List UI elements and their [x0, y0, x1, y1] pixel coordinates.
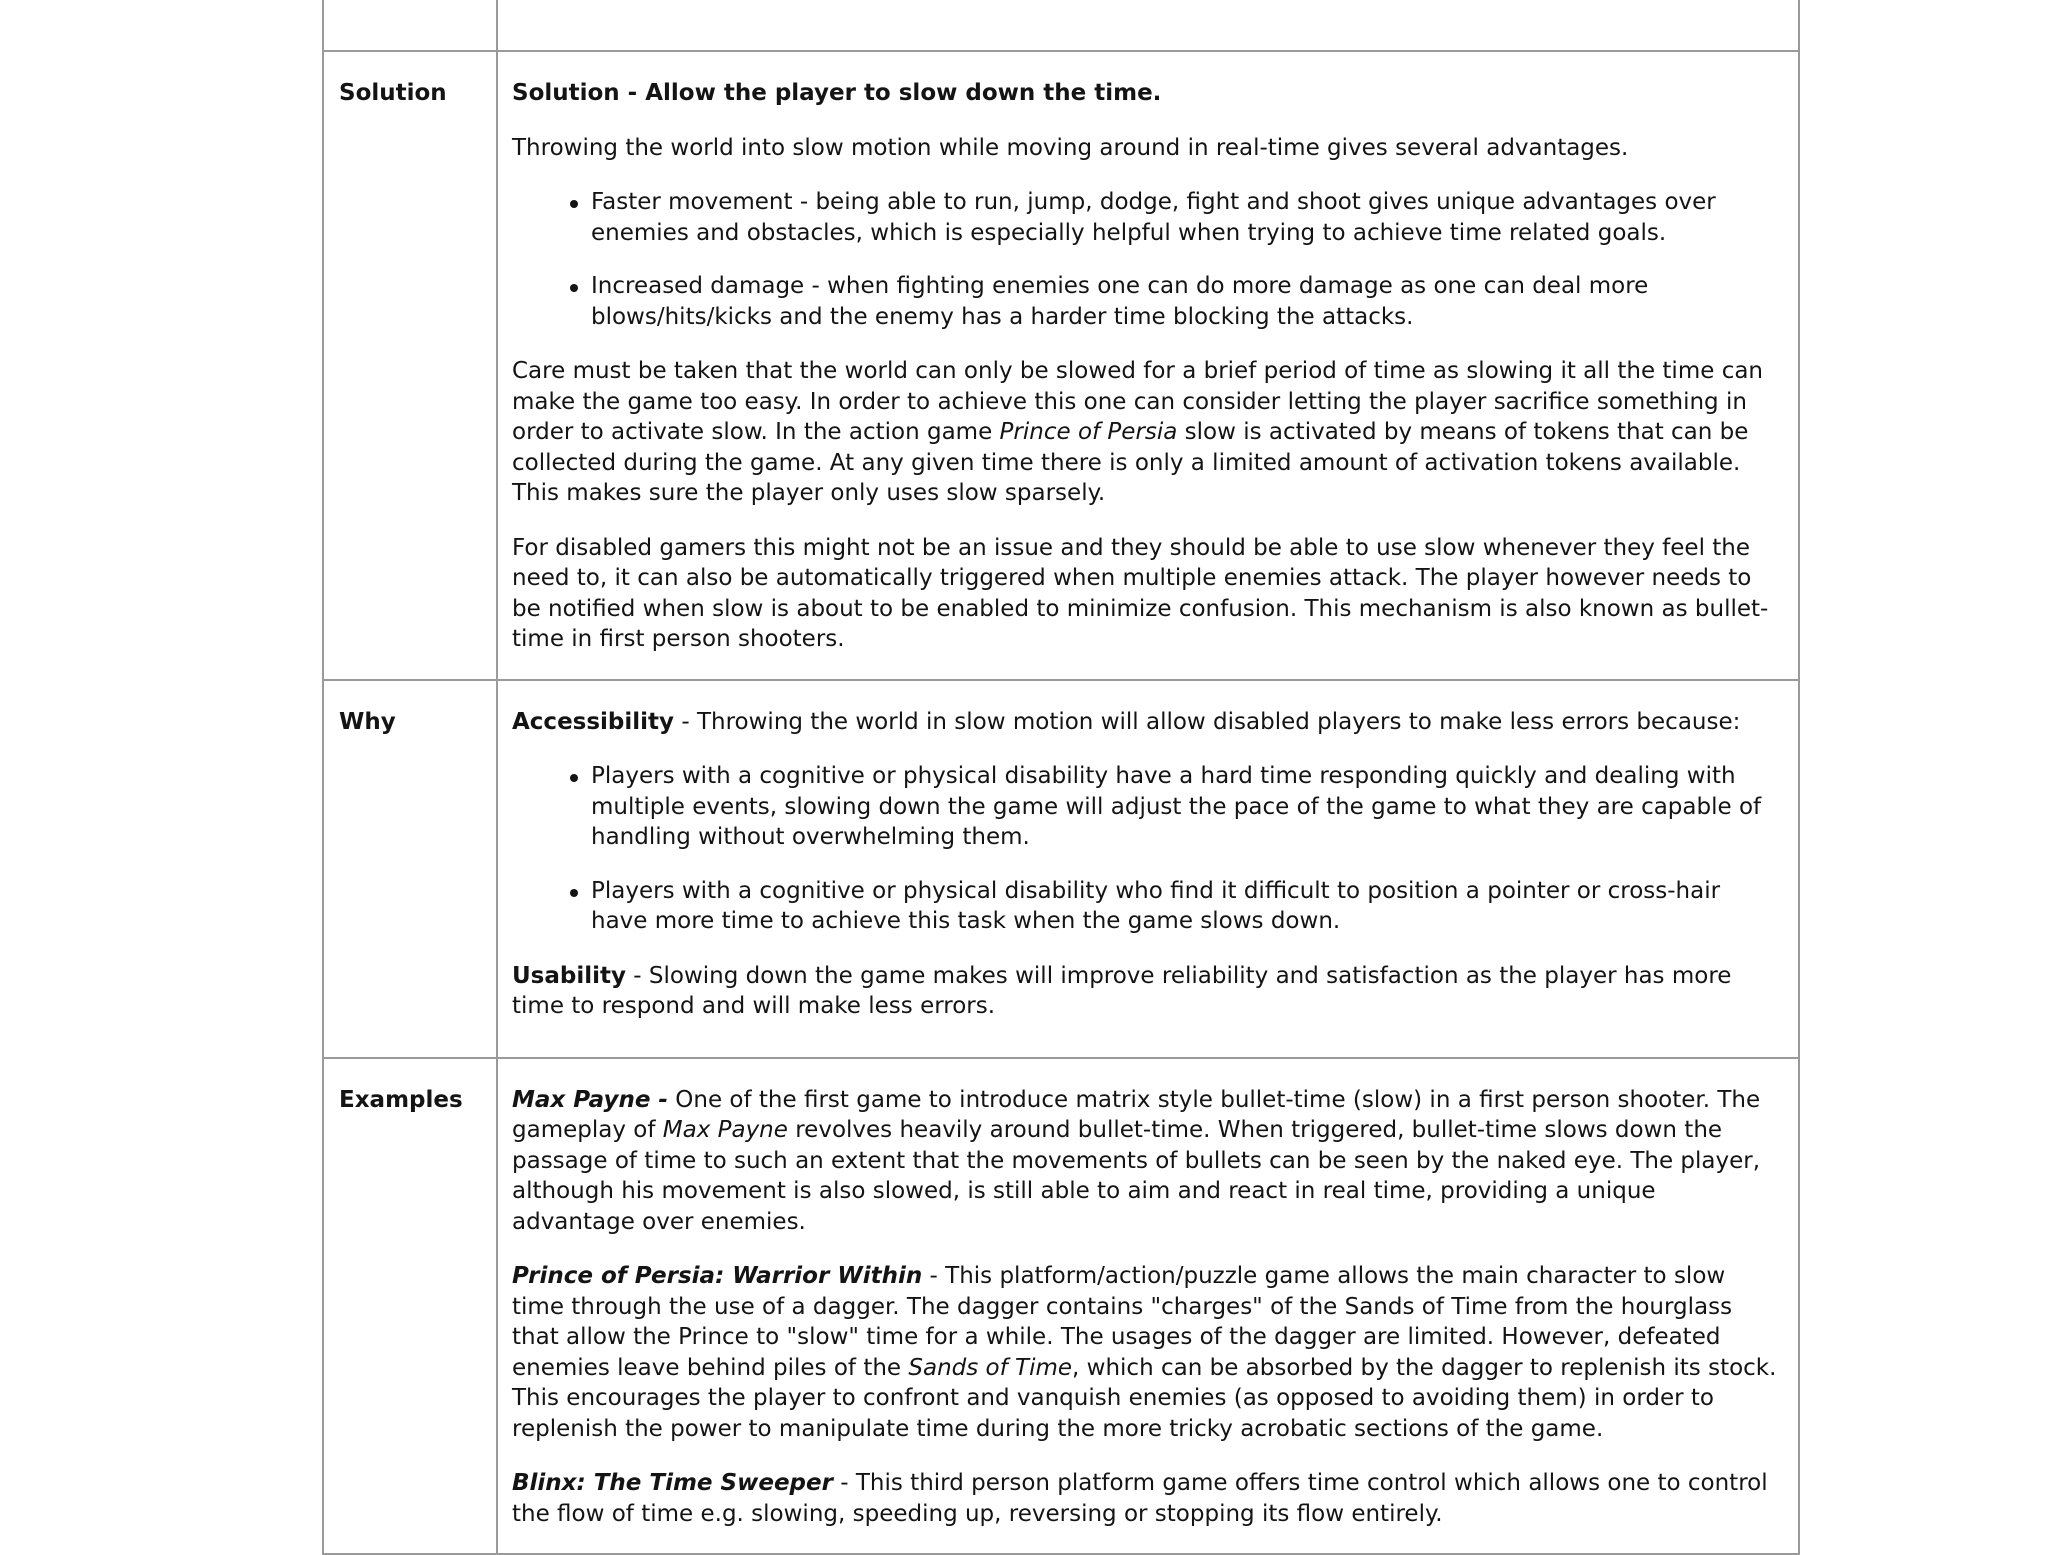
solution-label: Solution: [323, 51, 497, 680]
list-item: Increased damage - when fighting enemies one can do more damage as one can deal more blows/hits/kicks and the enemy has a harder time blocking the attacks.: [591, 271, 1782, 332]
example-text: One of the first game to introduce matrix style bullet-time (slow) in a first person shooter. The gameplay of: [512, 1086, 1761, 1143]
list-item: Players with a cognitive or physical disability who find it difficult to position a pointer or cross-hair have more time to achieve this task when the game slows down.: [591, 876, 1782, 937]
solution-disabled-paragraph: For disabled gamers this might not be an issue and they should be able to use slow whenever they feel the need to, it can also be automatically triggered when multiple enemies attack. The player however needs to be notified when slow is about to be enabled to minimize confusion. This mechanism is also known as bullet-time in first person shooters.: [512, 534, 1769, 652]
example-blinx: [512, 1468, 1782, 1529]
accessibility-term: Accessibility: [512, 708, 675, 735]
solution-intro: Throwing the world into slow motion while moving around in real-time gives several advantages.: [512, 134, 1629, 161]
example-text: , which can be absorbed by the dagger to replenish its stock. This encourages the player to confront and vanquish enemies (as opposed to avoiding them) in order to replenish the power to manipulate time during the more tricky acrobatic sections of the game.: [512, 1354, 1777, 1442]
solution-heading: Solution - Allow the player to slow down the time.: [512, 80, 1162, 106]
example-text: - This third person platform game offers time control which allows one to control the flow of time e.g. slowing, speeding up, reversing or stopping its flow entirely.: [512, 1470, 1768, 1527]
usability-paragraph: [512, 961, 1782, 1022]
example-text: - This platform/action/puzzle game allows the main character to slow time through the use of a dagger. The dagger contains "charges" of the Sands of Time from the hourglass that allow the Prince to "slow" time for a while. The usages of the dagger are limited. However, defeated enemies leave behind piles of the: [512, 1263, 1733, 1381]
solution-row: [323, 51, 1799, 680]
example-title: Max Payne -: [512, 1086, 668, 1113]
example-prince-of-persia: [512, 1261, 1782, 1444]
examples-content: [497, 1058, 1799, 1555]
example-italic-title: Sands of Time: [908, 1354, 1073, 1381]
solution-bullet-list: [512, 187, 1782, 332]
example-text: revolves heavily around bullet-time. When triggered, bullet-time slows down the passage of time to such an extent that the movements of bullets can be seen by the naked eye. The player, although his movement is also slowed, is still able to aim and react in real time, providing a unique advantage over enemies.: [512, 1117, 1761, 1235]
example-title: Prince of Persia: Warrior Within: [512, 1263, 923, 1289]
accessibility-text: - Throwing the world in slow motion will allow disabled players to make less errors because:: [674, 708, 1741, 735]
why-label: Why: [323, 680, 497, 1058]
usability-text: - Slowing down the game makes will improve reliability and satisfaction as the player has more time to respond and will make less errors.: [512, 962, 1732, 1019]
accessibility-paragraph: [512, 707, 1782, 738]
list-item: Faster movement - being able to run, jump, dodge, fight and shoot gives unique advantages over enemies and obstacles, which is especially helpful when trying to achieve time related goals.: [591, 187, 1782, 248]
table-top-right-edge: [1798, 0, 1800, 50]
care-text-after: slow is activated by means of tokens that can be collected during the game. At any given time there is only a limited amount of activation tokens available. This makes sure the player only uses slow sparsely.: [512, 419, 1749, 506]
example-title: Blinx: The Time Sweeper: [512, 1470, 833, 1496]
why-bullet-list: [512, 761, 1782, 937]
pattern-table: [322, 50, 1800, 1555]
usability-term: Usability: [512, 962, 626, 989]
care-text-before: Care must be taken that the world can only be slowed for a brief period of time as slowing it all the time can make the game too easy. In order to achieve this one can consider letting the player sacrifice something in order to activate slow. In the action game: [512, 358, 1764, 445]
solution-care-paragraph: [512, 356, 1782, 509]
table-top-left-edge: [322, 0, 324, 50]
why-content: [497, 680, 1799, 1058]
list-item: Players with a cognitive or physical disability have a hard time responding quickly and dealing with multiple events, slowing down the game will adjust the pace of the game to what they are capable of handling without overwhelming them.: [591, 761, 1782, 853]
example-italic-title: Max Payne: [662, 1117, 788, 1143]
table-top-divider-edge: [496, 0, 498, 50]
example-max-payne: [512, 1085, 1782, 1238]
examples-row: [323, 1058, 1799, 1555]
examples-label: Examples: [323, 1058, 497, 1555]
solution-content: [497, 51, 1799, 680]
why-row: [323, 680, 1799, 1058]
care-game-title: Prince of Persia: [999, 419, 1178, 445]
